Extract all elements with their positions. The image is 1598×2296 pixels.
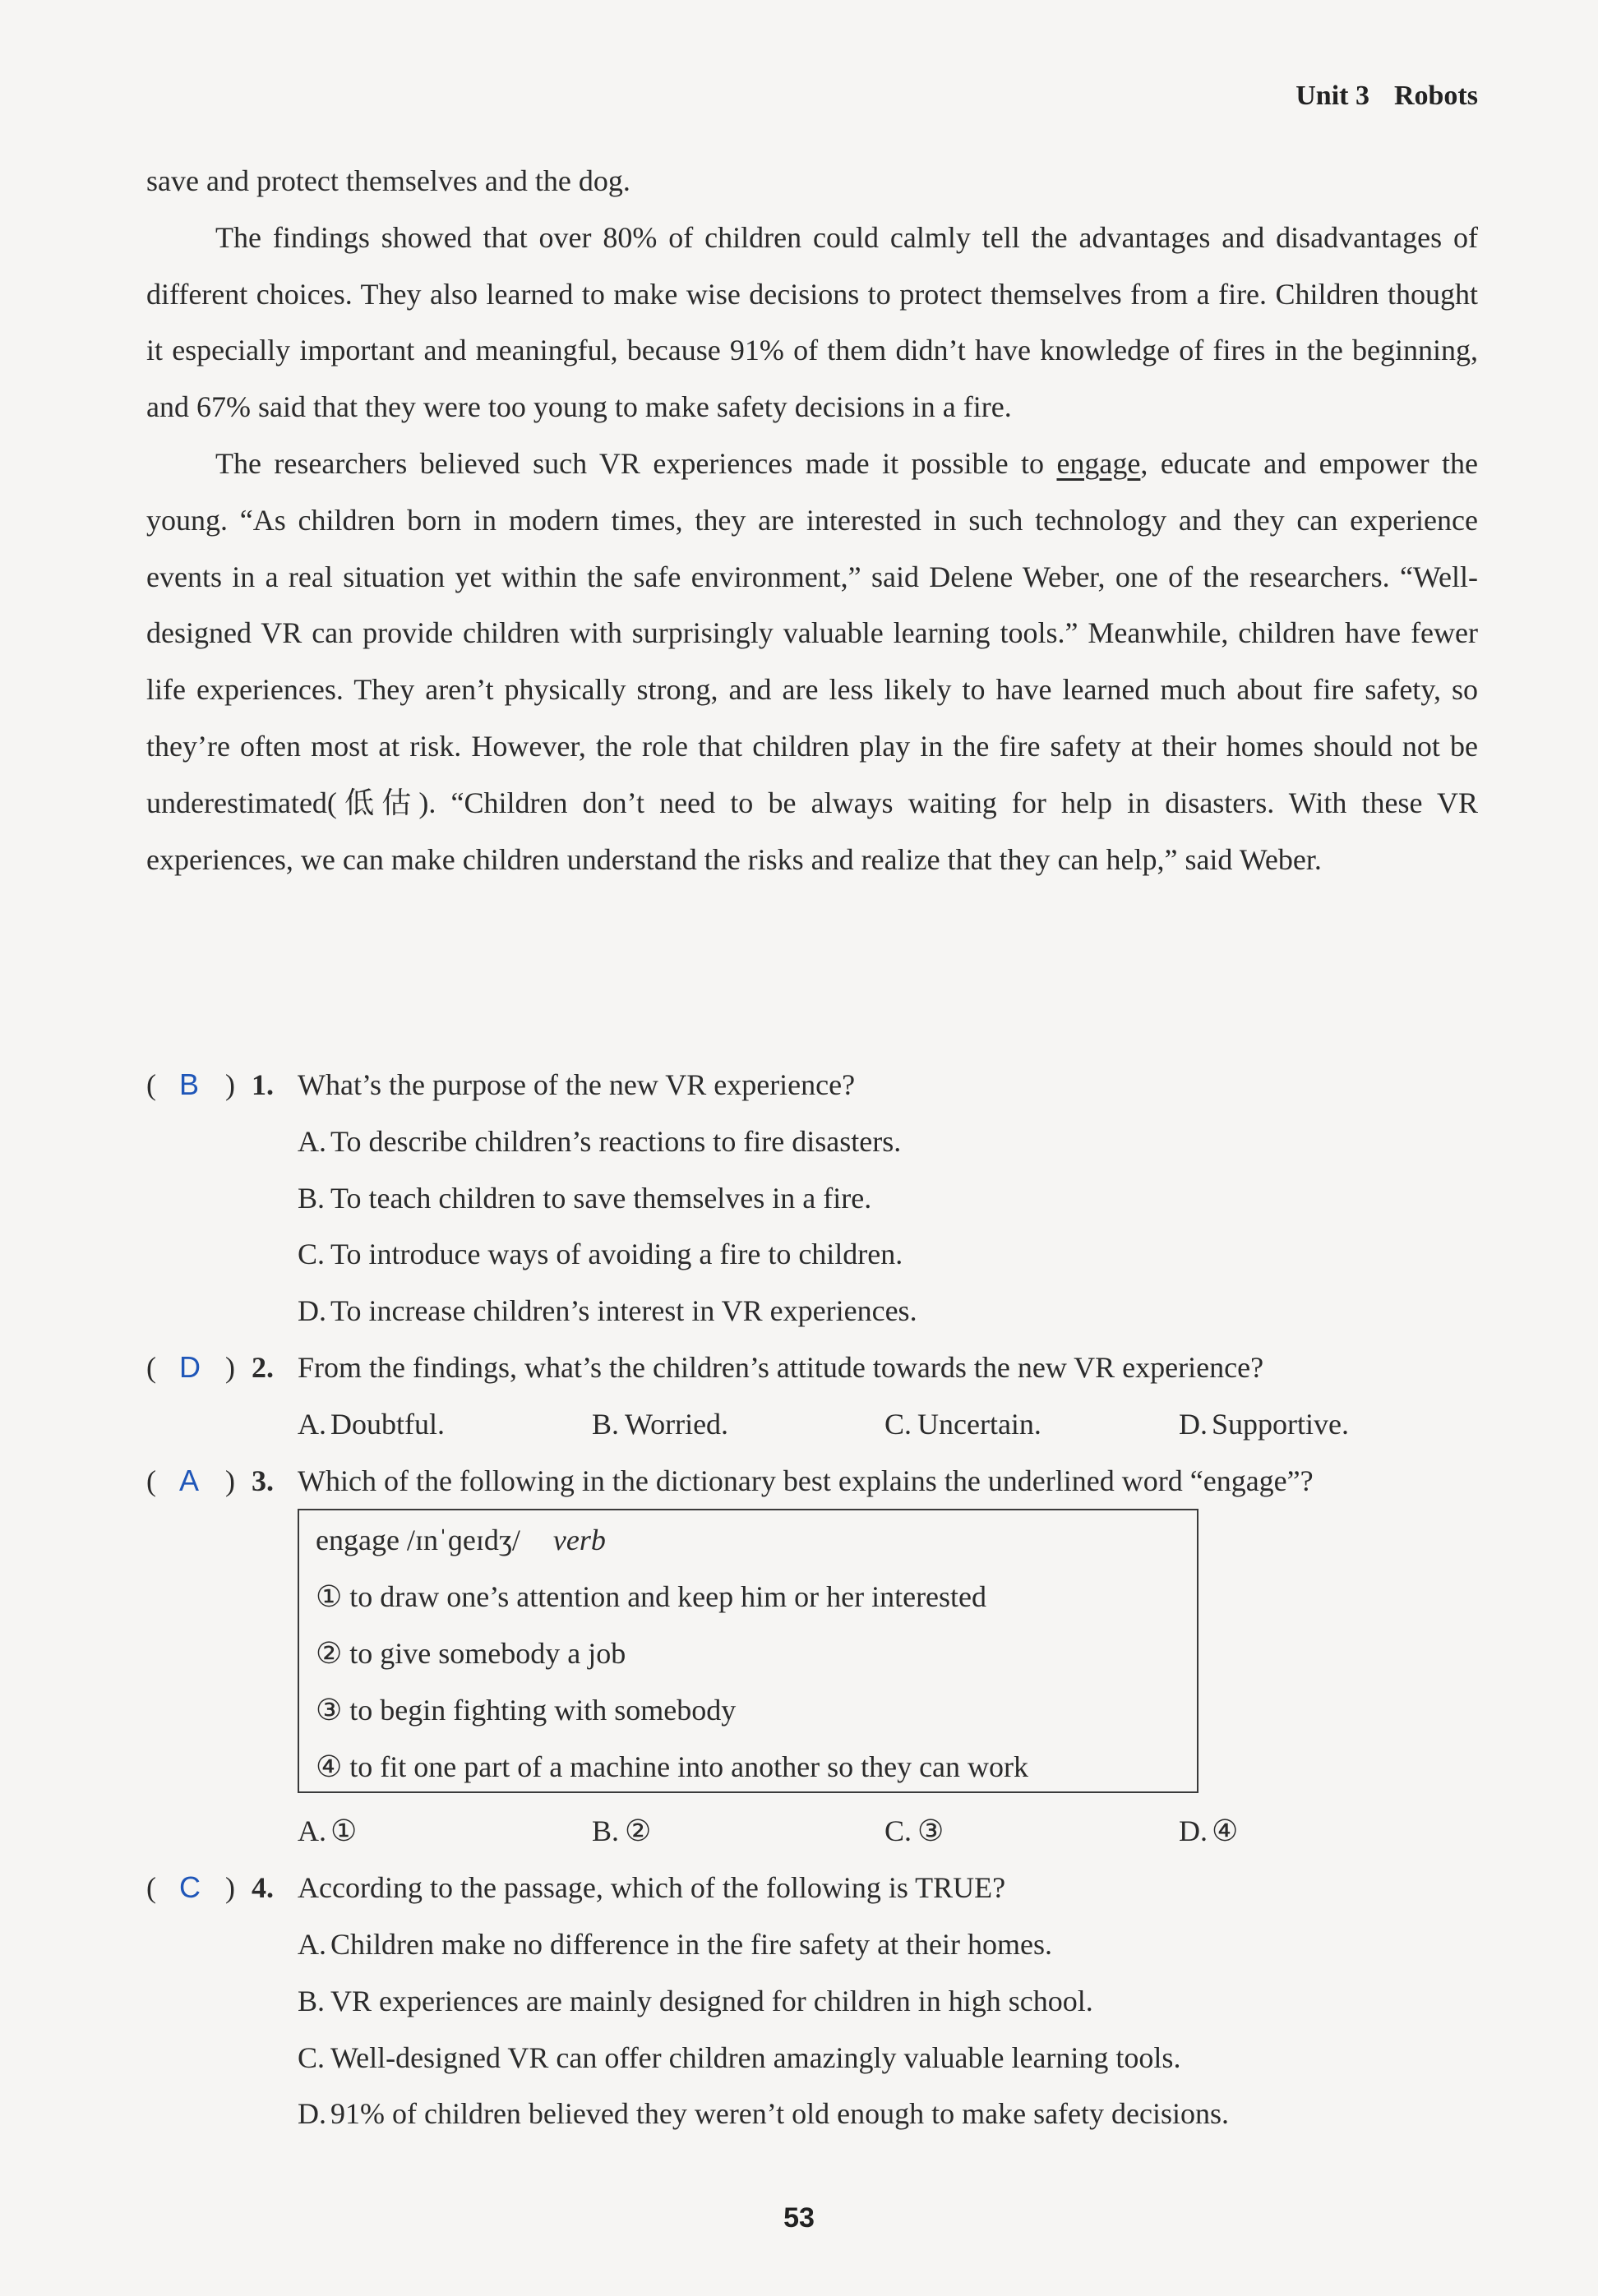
question-3: ( A ) 3. Which of the following in the dictionary best explains the underlined word “engage”? [146, 1453, 1494, 1510]
question-text: According to the passage, which of the following is TRUE? [298, 1871, 1006, 1905]
underlined-word-engage: engage [1056, 446, 1141, 480]
question-number: 1. [252, 1068, 274, 1101]
question-1: ( B ) 1. What’s the purpose of the new VR experience? [146, 1057, 1494, 1113]
question-number: 3. [252, 1464, 274, 1497]
dictionary-spacer [146, 1509, 1494, 1803]
question-list [146, 1057, 1494, 2142]
question-number: 4. [252, 1871, 274, 1905]
passage-paragraph-3 [146, 436, 1478, 888]
option-b: B. Worried. [592, 1407, 729, 1441]
option-row [146, 1170, 1494, 1227]
option-row [146, 1396, 1494, 1453]
reading-passage [146, 153, 1478, 888]
option-row [146, 1113, 1494, 1170]
option-b: B. VR experiences are mainly designed for children in high school. [298, 1984, 1093, 2017]
question-text: From the findings, what’s the children’s attitude towards the new VR experience? [298, 1350, 1264, 1384]
answer-mark: D [179, 1349, 201, 1384]
option-c: C. To introduce ways of avoiding a fire to children. [298, 1238, 903, 1271]
page-number: 53 [783, 2202, 815, 2234]
dictionary-headword: engage /ɪnˈɡeɪdʒ/ verb [316, 1524, 606, 1557]
passage-paragraph-1: save and protect themselves and the dog. [146, 164, 630, 197]
option-d: D. ④ [1179, 1814, 1239, 1848]
option-a: A. To describe children’s reactions to fire disasters. [298, 1124, 902, 1158]
option-row [146, 1803, 1494, 1860]
dictionary-sense-2: ② to give somebody a job [316, 1636, 626, 1670]
question-text: What’s the purpose of the new VR experience? [298, 1068, 856, 1101]
option-c: C. Well-designed VR can offer children amazingly valuable learning tools. [298, 2040, 1181, 2074]
paragraph-3-rest: , educate and empower the young. “As children born in modern times, they are interested in such technology and they can experience events in a real situation yet within the safe environment,” said Delene Weber, one of the researchers. “Well-designed VR can provide children with surprisingly valuable learning tools.” Meanwhile, children have fewer life experiences. They aren’t physically strong, and are less likely to have learned much about fire safety, so they’re often most at risk. However, the role that children play in the fire safety at their homes should not be underestimated(低估). “Children don’t need to be always waiting for help in disasters. With these VR experiences, we can make children understand the risks and realize that they can help,” said Weber. [146, 446, 1478, 876]
paragraph-3-start: The researchers believed such VR experiences made it possible to [215, 446, 1057, 480]
option-row [146, 1283, 1494, 1339]
option-a: A. Doubtful. [298, 1407, 445, 1441]
passage-paragraph-2: The findings showed that over 80% of children could calmly tell the advantages and disadvantages of different choices. They also learned to make wise decisions to protect themselves from a fire. Children thought it especially important and meaningful, because 91% of them didn’t have knowledge of fires in the beginning, and 67% said that they were too young to make safety decisions in a fire. [146, 220, 1478, 424]
dictionary-sense-1: ① to draw one’s attention and keep him or her interested [316, 1580, 987, 1614]
question-text: Which of the following in the dictionary best explains the underlined word “engage”? [298, 1464, 1314, 1497]
option-c: C. Uncertain. [884, 1407, 1041, 1441]
dictionary-sense-4: ④ to fit one part of a machine into another so they can work [316, 1750, 1029, 1783]
unit-label: Unit 3 [1295, 81, 1369, 111]
dictionary-entry-box [298, 1509, 1198, 1793]
option-a: A. ① [298, 1814, 358, 1848]
question-4: ( C ) 4. According to the passage, which of the following is TRUE? [146, 1860, 1494, 1916]
option-d: D. Supportive. [1179, 1407, 1349, 1441]
answer-mark: B [179, 1067, 200, 1101]
option-row [146, 1973, 1494, 2030]
option-a: A. Children make no difference in the fire safety at their homes. [298, 1927, 1053, 1961]
answer-mark: A [179, 1463, 200, 1497]
option-c: C. ③ [884, 1814, 944, 1848]
running-header [1295, 81, 1478, 112]
option-row [146, 2086, 1494, 2142]
option-d: D. To increase children’s interest in VR experiences. [298, 1294, 917, 1328]
option-b: B. To teach children to save themselves in a fire. [298, 1181, 872, 1215]
option-row [146, 2030, 1494, 2086]
part-of-speech: verb [552, 1524, 606, 1557]
option-row [146, 1916, 1494, 1973]
answer-mark: C [179, 1870, 201, 1905]
dictionary-sense-3: ③ to begin fighting with somebody [316, 1693, 737, 1727]
option-d: D. 91% of children believed they weren’t old enough to make safety decisions. [298, 2097, 1230, 2131]
option-b: B. ② [592, 1814, 652, 1848]
unit-title: Robots [1393, 81, 1478, 111]
option-row [146, 1226, 1494, 1283]
question-number: 2. [252, 1350, 274, 1384]
question-2: ( D ) 2. From the findings, what’s the children’s attitude towards the new VR experience? [146, 1339, 1494, 1396]
